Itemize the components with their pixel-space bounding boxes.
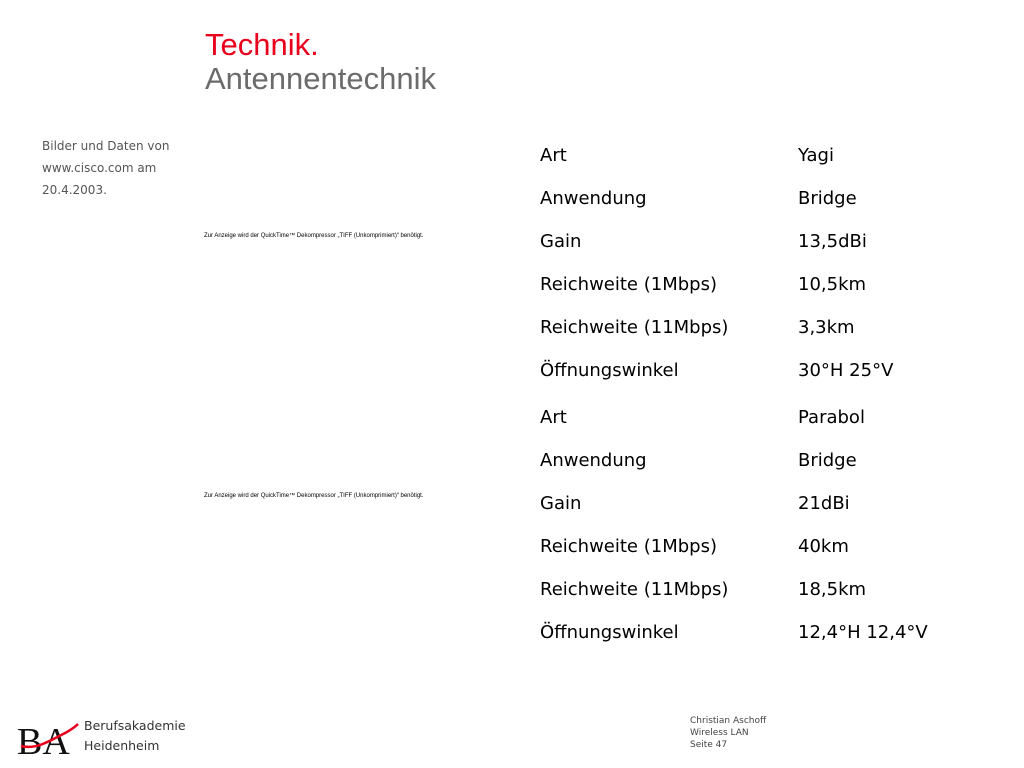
source-note-line: Bilder und Daten von	[42, 139, 170, 153]
spec-value: 21dBi	[798, 493, 850, 514]
spec-label: Art	[540, 145, 567, 166]
table-row	[540, 525, 980, 568]
table-row	[540, 134, 980, 177]
footer-info	[690, 715, 766, 751]
table-row	[540, 263, 980, 306]
table-row	[540, 349, 980, 392]
spec-table-parabol	[540, 396, 980, 654]
spec-label: Anwendung	[540, 188, 647, 209]
title-sub: Antennentechnik	[205, 61, 436, 96]
spec-value: 30°H 25°V	[798, 360, 894, 381]
table-row	[540, 482, 980, 525]
footer-course: Wireless LAN	[690, 728, 749, 738]
source-note	[42, 135, 192, 201]
spec-label: Gain	[540, 231, 582, 252]
table-row	[540, 177, 980, 220]
slide-title	[205, 28, 436, 96]
spec-table-yagi	[540, 134, 980, 392]
spec-label: Gain	[540, 493, 582, 514]
spec-label: Anwendung	[540, 450, 647, 471]
footer-page: Seite 47	[690, 740, 728, 750]
table-row	[540, 306, 980, 349]
table-row	[540, 439, 980, 482]
table-row	[540, 611, 980, 654]
institution-line: Heidenheim	[84, 738, 160, 753]
spec-value: 3,3km	[798, 317, 855, 338]
institution-name	[84, 716, 186, 756]
spec-value: 13,5dBi	[798, 231, 867, 252]
spec-value: 40km	[798, 536, 849, 557]
spec-value: Bridge	[798, 188, 857, 209]
spec-value: 10,5km	[798, 274, 867, 295]
spec-label: Reichweite (1Mbps)	[540, 536, 717, 557]
spec-value: Parabol	[798, 407, 865, 428]
spec-value: Yagi	[798, 145, 834, 166]
spec-label: Reichweite (1Mbps)	[540, 274, 717, 295]
spec-value: 12,4°H 12,4°V	[798, 622, 928, 643]
spec-label: Art	[540, 407, 567, 428]
logo-mark: BA	[17, 721, 70, 758]
source-note-line: 20.4.2003.	[42, 183, 107, 197]
spec-value: Bridge	[798, 450, 857, 471]
institution-line: Berufsakademie	[84, 718, 186, 733]
footer-author: Christian Aschoff	[690, 716, 767, 726]
source-note-line: www.cisco.com am	[42, 161, 157, 175]
spec-label: Reichweite (11Mbps)	[540, 579, 729, 600]
title-main: Technik.	[205, 27, 319, 62]
image-placeholder-parabol: Zur Anzeige wird der QuickTime™ Dekompressor „TIFF (Unkomprimiert)“ benötigt.	[204, 493, 424, 499]
spec-label: Öffnungswinkel	[540, 622, 679, 643]
spec-label: Öffnungswinkel	[540, 360, 679, 381]
spec-label: Reichweite (11Mbps)	[540, 317, 729, 338]
table-row	[540, 568, 980, 611]
ba-logo-icon	[17, 720, 79, 758]
table-row	[540, 220, 980, 263]
image-placeholder-yagi: Zur Anzeige wird der QuickTime™ Dekompressor „TIFF (Unkomprimiert)“ benötigt.	[204, 233, 424, 239]
table-row	[540, 396, 980, 439]
spec-value: 18,5km	[798, 579, 867, 600]
